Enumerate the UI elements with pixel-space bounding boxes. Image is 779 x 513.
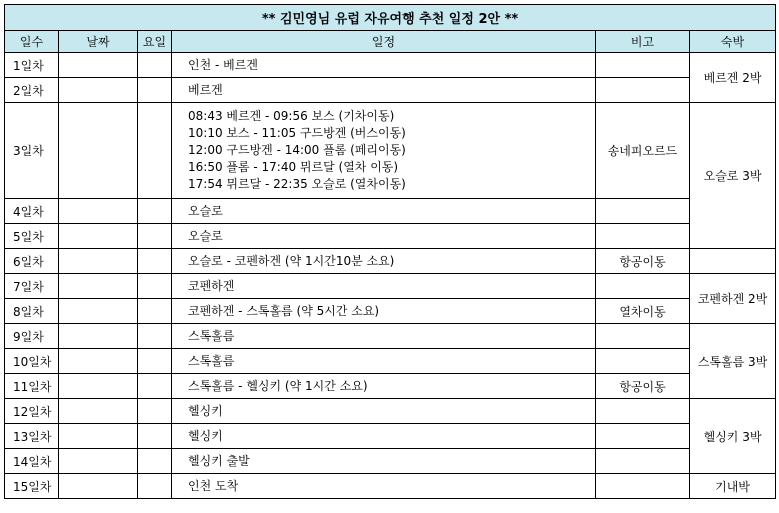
date-cell[interactable] — [59, 474, 138, 499]
note-cell[interactable] — [596, 224, 690, 249]
date-cell[interactable] — [59, 78, 138, 103]
schedule-cell[interactable] — [172, 274, 596, 299]
day-cell[interactable]: 12일차 — [5, 399, 59, 424]
table-row — [5, 249, 776, 274]
schedule-line: 헬싱키 — [188, 403, 223, 418]
schedule-line: 스톡홀름 — [188, 328, 235, 343]
schedule-line: 오슬로 — [188, 228, 223, 243]
weekday-cell[interactable] — [138, 224, 172, 249]
note-cell[interactable] — [596, 399, 690, 424]
table-row — [5, 324, 776, 349]
date-cell[interactable] — [59, 224, 138, 249]
table-row — [5, 349, 776, 374]
day-cell[interactable]: 1일차 — [5, 53, 59, 78]
weekday-cell[interactable] — [138, 249, 172, 274]
schedule-line: 스톡홀름 - 헬싱키 (약 1시간 소요) — [188, 378, 368, 393]
note-cell[interactable]: 열차이동 — [596, 299, 690, 324]
date-cell[interactable] — [59, 299, 138, 324]
weekday-cell[interactable] — [138, 53, 172, 78]
lodging-cell[interactable]: 베르겐 2박 — [690, 53, 776, 103]
day-cell[interactable]: 6일차 — [5, 249, 59, 274]
schedule-line: 스톡홀름 — [188, 353, 235, 368]
note-cell[interactable]: 송네피오르드 — [596, 103, 690, 199]
weekday-cell[interactable] — [138, 199, 172, 224]
schedule-line: 17:54 뮈르달 - 22:35 오슬로 (열차이동) — [188, 177, 406, 191]
header-row — [5, 31, 776, 53]
header-note[interactable]: 비고 — [596, 31, 690, 53]
lodging-cell[interactable]: 헬싱키 3박 — [690, 399, 776, 474]
weekday-cell[interactable] — [138, 103, 172, 199]
lodging-cell[interactable]: 기내박 — [690, 474, 776, 499]
schedule-line: 12:00 구드방겐 - 14:00 플롬 (페리이동) — [188, 143, 406, 157]
schedule-line: 인천 도착 — [188, 478, 239, 493]
note-cell[interactable] — [596, 424, 690, 449]
date-cell[interactable] — [59, 399, 138, 424]
lodging-cell[interactable]: 코펜하겐 2박 — [690, 274, 776, 324]
schedule-line: 인천 - 베르겐 — [188, 57, 258, 72]
schedule-line: 코펜하겐 — [188, 278, 235, 293]
table-row — [5, 224, 776, 249]
header-day[interactable]: 일수 — [5, 31, 59, 53]
schedule-line: 헬싱키 — [188, 428, 223, 443]
schedule-cell[interactable] — [172, 199, 596, 224]
weekday-cell[interactable] — [138, 474, 172, 499]
header-lodging[interactable]: 숙박 — [690, 31, 776, 53]
schedule-cell[interactable] — [172, 349, 596, 374]
schedule-line: 10:10 보스 - 11:05 구드방겐 (버스이동) — [188, 126, 406, 140]
note-cell[interactable] — [596, 474, 690, 499]
weekday-cell[interactable] — [138, 78, 172, 103]
day-cell[interactable]: 11일차 — [5, 374, 59, 399]
lodging-cell[interactable] — [690, 249, 776, 274]
date-cell[interactable] — [59, 249, 138, 274]
day-cell[interactable]: 4일차 — [5, 199, 59, 224]
note-cell[interactable] — [596, 78, 690, 103]
table-row — [5, 424, 776, 449]
schedule-cell[interactable] — [172, 249, 596, 274]
date-cell[interactable] — [59, 349, 138, 374]
schedule-line: 헬싱키 출발 — [188, 453, 250, 468]
table-row — [5, 78, 776, 103]
note-cell[interactable]: 항공이동 — [596, 374, 690, 399]
schedule-cell[interactable] — [172, 449, 596, 474]
schedule-cell[interactable] — [172, 78, 596, 103]
table-row — [5, 449, 776, 474]
date-cell[interactable] — [59, 274, 138, 299]
table-row — [5, 399, 776, 424]
table-row — [5, 374, 776, 399]
note-cell[interactable]: 항공이동 — [596, 249, 690, 274]
day-cell[interactable]: 13일차 — [5, 424, 59, 449]
date-cell[interactable] — [59, 53, 138, 78]
schedule-line: 16:50 플롬 - 17:40 뮈르달 (열차 이동) — [188, 160, 399, 174]
day-cell[interactable]: 14일차 — [5, 449, 59, 474]
date-cell[interactable] — [59, 374, 138, 399]
table-row — [5, 103, 776, 199]
weekday-cell[interactable] — [138, 374, 172, 399]
date-cell[interactable] — [59, 324, 138, 349]
schedule-cell[interactable] — [172, 474, 596, 499]
schedule-line: 베르겐 — [188, 82, 223, 97]
schedule-cell[interactable] — [172, 324, 596, 349]
header-date[interactable]: 날짜 — [59, 31, 138, 53]
schedule-line: 오슬로 — [188, 203, 223, 218]
table-row — [5, 274, 776, 299]
header-schedule[interactable]: 일정 — [172, 31, 596, 53]
day-cell[interactable]: 5일차 — [5, 224, 59, 249]
note-cell[interactable] — [596, 53, 690, 78]
day-cell[interactable]: 8일차 — [5, 299, 59, 324]
itinerary-body — [5, 53, 776, 499]
itinerary-sheet — [4, 4, 775, 499]
weekday-cell[interactable] — [138, 449, 172, 474]
day-cell[interactable]: 7일차 — [5, 274, 59, 299]
day-cell[interactable]: 3일차 — [5, 103, 59, 199]
day-cell[interactable]: 10일차 — [5, 349, 59, 374]
sheet-title: ** 김민영님 유럽 자유여행 추천 일정 2안 ** — [5, 5, 776, 31]
note-cell[interactable] — [596, 324, 690, 349]
schedule-cell[interactable] — [172, 103, 596, 199]
schedule-cell[interactable] — [172, 374, 596, 399]
weekday-cell[interactable] — [138, 299, 172, 324]
weekday-cell[interactable] — [138, 349, 172, 374]
weekday-cell[interactable] — [138, 274, 172, 299]
note-cell[interactable] — [596, 349, 690, 374]
schedule-cell[interactable] — [172, 53, 596, 78]
date-cell[interactable] — [59, 449, 138, 474]
note-cell[interactable] — [596, 449, 690, 474]
table-row — [5, 299, 776, 324]
weekday-cell[interactable] — [138, 424, 172, 449]
day-cell[interactable]: 15일차 — [5, 474, 59, 499]
schedule-line: 오슬로 - 코펜하겐 (약 1시간10분 소요) — [188, 253, 395, 268]
schedule-cell[interactable] — [172, 424, 596, 449]
schedule-line: 08:43 베르겐 - 09:56 보스 (기차이동) — [188, 109, 395, 123]
table-row — [5, 53, 776, 78]
schedule-cell[interactable] — [172, 299, 596, 324]
date-cell[interactable] — [59, 424, 138, 449]
date-cell[interactable] — [59, 103, 138, 199]
note-cell[interactable] — [596, 274, 690, 299]
schedule-cell[interactable] — [172, 399, 596, 424]
date-cell[interactable] — [59, 199, 138, 224]
itinerary-table — [4, 4, 776, 499]
day-cell[interactable]: 2일차 — [5, 78, 59, 103]
header-weekday[interactable]: 요일 — [138, 31, 172, 53]
weekday-cell[interactable] — [138, 324, 172, 349]
day-cell[interactable]: 9일차 — [5, 324, 59, 349]
table-row — [5, 199, 776, 224]
weekday-cell[interactable] — [138, 399, 172, 424]
schedule-line: 코펜하겐 - 스톡홀름 (약 5시간 소요) — [188, 303, 380, 318]
note-cell[interactable] — [596, 199, 690, 224]
table-row — [5, 474, 776, 499]
schedule-cell[interactable] — [172, 224, 596, 249]
lodging-cell[interactable]: 오슬로 3박 — [690, 103, 776, 249]
lodging-cell[interactable]: 스톡홀름 3박 — [690, 324, 776, 399]
